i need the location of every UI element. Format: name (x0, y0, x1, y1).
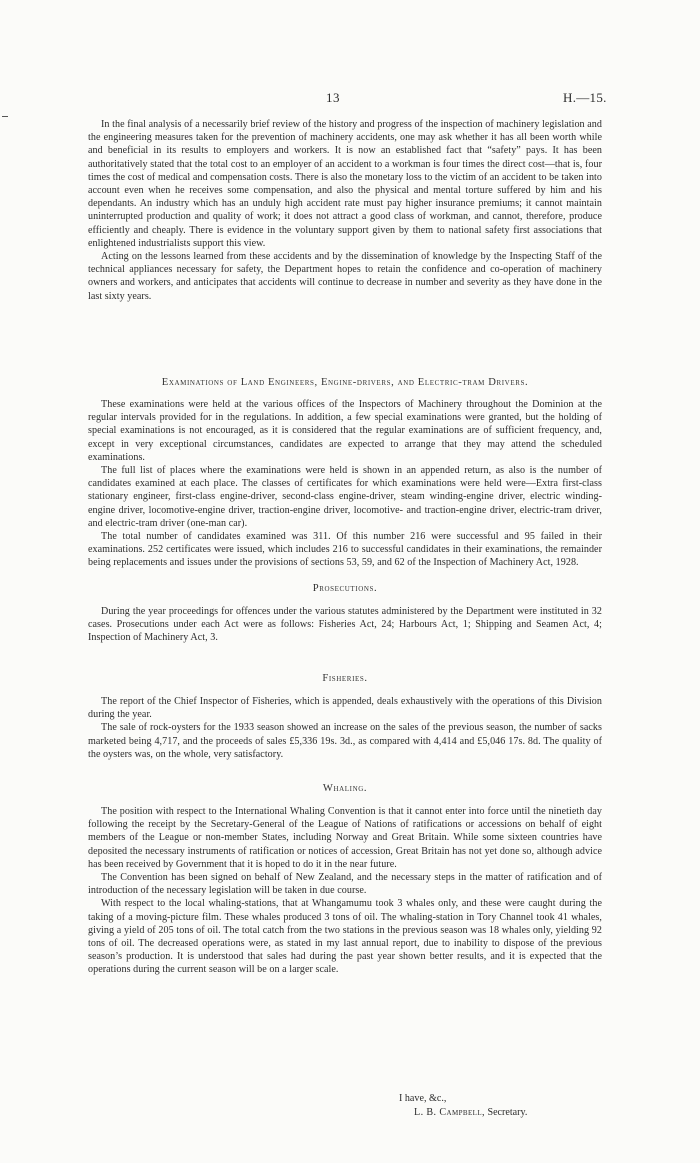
whaling-section (88, 783, 602, 794)
prosecutions-body (88, 605, 602, 645)
signature-name: L. B. Campbell, (414, 1107, 485, 1118)
signature (414, 1107, 527, 1118)
whaling-paragraph: The position with respect to the International Whaling Convention is that it cannot enter into force until the ninetieth day following the receipt by the Secretary-General of the League of Nations of ratifications or accessions on behalf of eight members of the League or non-member States, including Norway and Great Britain. While some sixteen countries have deposited the necessary instruments of ratification or notices of accession, Great Britain has not yet done so, although advice has been received by Government that it is hoped to do it in the near future. (88, 806, 602, 870)
fisheries-section (88, 673, 602, 684)
closing-formula: I have, &c., (399, 1093, 447, 1104)
examinations-section (88, 377, 602, 388)
examinations-body (88, 398, 602, 570)
intro-section (88, 118, 602, 303)
fisheries-heading: Fisheries. (322, 673, 368, 684)
fisheries-body (88, 695, 602, 761)
whaling-body (88, 805, 602, 977)
intro-paragraph: In the final analysis of a necessarily brief review of the history and progress of the inspection of machinery legislation and the engineering measures taken for the prevention of machinery accidents, one may ask whether it has all been worth while and beneficial in its results to employers and workers. It is now an established fact that “safety” pays. It has been authoritatively stated that the total cost to an employer of an accident to a workman is four times the direct cost—that is, four times the cost of medical and compensation costs. There is also the monetary loss to the victim of an accident to be taken into account even when he receives some compensation, and also the physical and mental torture suffered by him and his dependants. An industry which has an unduly high accident rate must pay higher insurance premiums; it cannot maintain uninterrupted production and quality of work; it does not attract a good class of workman, and cannot, therefore, produce efficiently and cheaply. There is evidence in the voluntary support given by them to national safety first associations that enlightened industrialists support this view. (88, 119, 602, 249)
fisheries-paragraph: The sale of rock-oysters for the 1933 season showed an increase on the sales of the previous season, the number of sacks marketed being 4,717, and the proceeds of sales £5,336 19s. 3d., as compared with 4,414 and £5,046 17s. 8d. The quality of the oysters was, on the whole, very satisfactory. (88, 722, 602, 760)
page-number: 13 (326, 90, 340, 105)
intro-paragraph: Acting on the lessons learned from these accidents and by the dissemination of knowledge by the Inspecting Staff of the technical appliances necessary for safety, the Department hopes to retain the confidence and co-operation of machinery owners and workers, and anticipates that accidents will continue to decrease in number and severity as they have done in the last sixty years. (88, 251, 602, 302)
examinations-paragraph: These examinations were held at the various offices of the Inspectors of Machinery throughout the Dominion at the regular intervals provided for in the regulations. In addition, a few special examinations were granted, but the holding of special examinations is not encouraged, as it is considered that the regular examinations are of sufficient frequency, and, except in very exceptional circumstances, candidates are expected to arrange that they may attend the scheduled examinations. (88, 399, 602, 463)
fisheries-paragraph: The report of the Chief Inspector of Fisheries, which is appended, deals exhaustively with the operations of this Division during the year. (88, 696, 602, 721)
prosecutions-heading: Prosecutions. (312, 583, 378, 594)
whaling-heading: Whaling. (322, 783, 368, 794)
whaling-paragraph: The Convention has been signed on behalf of New Zealand, and the necessary steps in the matter of ratification and of introduction of the necessary legislation will be taken in due course. (88, 872, 602, 897)
examinations-paragraph: The full list of places where the examinations were held is shown in an appended return, as also is the number of candidates examined at each place. The classes of certificates for which examinations were held were—Extra first-class stationary engineer, first-class engine-driver, second-class engine-driver, steam winding-engine driver, electric winding-engine driver, locomotive-engine driver, traction-engine driver, locomotive- and traction-engine driver, electric-tram driver, and electric-tram driver (one-man car). (88, 465, 602, 529)
margin-mark (2, 116, 8, 117)
document-reference: H.—15. (563, 90, 607, 105)
whaling-paragraph: With respect to the local whaling-stations, that at Whangamumu took 3 whales only, and these were caught during the taking of a moving-picture film. These whales produced 3 tons of oil. The whaling-station in Tory Channel took 41 whales, giving a yield of 205 tons of oil. The total catch from the two stations in the previous season was 18 whales only, yielding 92 tons of oil. The decreased operations were, as stated in my last annual report, due to inability to dispose of the previous season’s production. It is understood that sales had during the past year shown better results, and it is expected that the operations during the current season will be on a larger scale. (88, 898, 602, 976)
prosecutions-section (88, 583, 602, 594)
examinations-heading: Examinations of Land Engineers, Engine-drivers, and Electric-tram Drivers. (161, 377, 529, 388)
signature-title: Secretary. (487, 1107, 528, 1118)
prosecutions-paragraph: During the year proceedings for offences under the various statutes administered by the Department were instituted in 32 cases. Prosecutions under each Act were as follows: Fisheries Act, 24; Harbours Act, 1; Shipping and Seamen Act, 4; Inspection of Machinery Act, 3. (88, 606, 602, 644)
examinations-paragraph: The total number of candidates examined was 311. Of this number 216 were successful and 95 failed in their examinations. 252 certificates were issued, which includes 216 to successful candidates in their examinations, the remainder being replacements and issues under the provisions of sections 53, 59, and 62 of the Inspection of Machinery Act, 1928. (88, 531, 602, 569)
